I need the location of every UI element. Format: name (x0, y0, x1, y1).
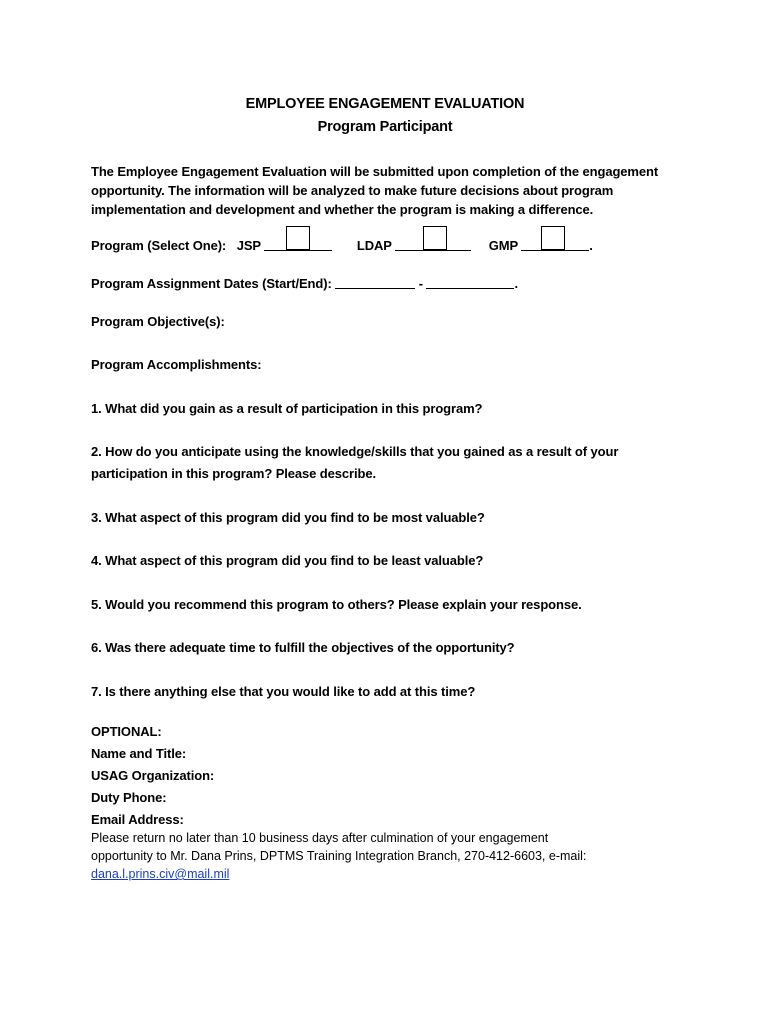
question-5: 5. Would you recommend this program to others? Please explain your response. (91, 597, 582, 612)
objectives-label: Program Objective(s): (91, 314, 225, 329)
program-select-row (91, 237, 593, 253)
program-option-gmp-label: GMP (488, 238, 518, 253)
question-6: 6. Was there adequate time to fulfill the objectives of the opportunity? (91, 640, 515, 655)
return-note-line-2: opportunity to Mr. Dana Prins, DPTMS Training Integration Branch, 270-412-6603, e-mail: (91, 849, 587, 863)
program-option-gmp[interactable] (521, 237, 589, 253)
ldap-checkbox[interactable] (423, 226, 447, 250)
program-row-end: . (589, 238, 593, 253)
end-date-field[interactable] (426, 276, 514, 289)
program-option-ldap-label: LDAP (356, 238, 392, 253)
return-note-line-1: Please return no later than 10 business days after culmination of your engagement (91, 831, 549, 845)
question-3: 3. What aspect of this program did you find to be most valuable? (91, 510, 485, 525)
document-subtitle: Program Participant (317, 119, 453, 135)
assignment-dates-row (91, 275, 518, 291)
name-title-field-label: Name and Title: (91, 746, 187, 761)
assignment-dates-label: Program Assignment Dates (Start/End): (91, 276, 332, 291)
email-address-field-label: Email Address: (91, 812, 184, 827)
question-2: 2. How do you anticipate using the knowledge/skills that you gained as a result of your (91, 444, 619, 459)
contact-email-link[interactable]: dana.l.prins.civ@mail.mil (91, 867, 230, 881)
optional-heading: OPTIONAL: (91, 724, 162, 739)
intro-paragraph: The Employee Engagement Evaluation will be submitted upon completion of the engagement opportunity. The information will be analyzed to make future decisions about program implementation and development and whether the program is making a difference. (91, 164, 659, 217)
dates-row-end: . (514, 276, 518, 291)
gmp-checkbox[interactable] (541, 226, 565, 250)
program-select-label: Program (Select One): (91, 238, 227, 253)
question-1: 1. What did you gain as a result of participation in this program? (91, 401, 483, 416)
program-option-jsp[interactable] (264, 237, 332, 253)
program-option-ldap[interactable] (395, 237, 471, 253)
start-date-field[interactable] (335, 276, 415, 289)
question-4: 4. What aspect of this program did you find to be least valuable? (91, 553, 484, 568)
usag-organization-field-label: USAG Organization: (91, 768, 215, 783)
dates-separator: - (418, 276, 423, 291)
question-2-continued: participation in this program? Please describe. (91, 466, 376, 481)
accomplishments-label: Program Accomplishments: (91, 357, 262, 372)
program-option-jsp-label: JSP (236, 238, 261, 253)
duty-phone-field-label: Duty Phone: (91, 790, 167, 805)
document-title: EMPLOYEE ENGAGEMENT EVALUATION (245, 96, 525, 112)
jsp-checkbox[interactable] (286, 226, 310, 250)
question-7: 7. Is there anything else that you would like to add at this time? (91, 684, 476, 699)
